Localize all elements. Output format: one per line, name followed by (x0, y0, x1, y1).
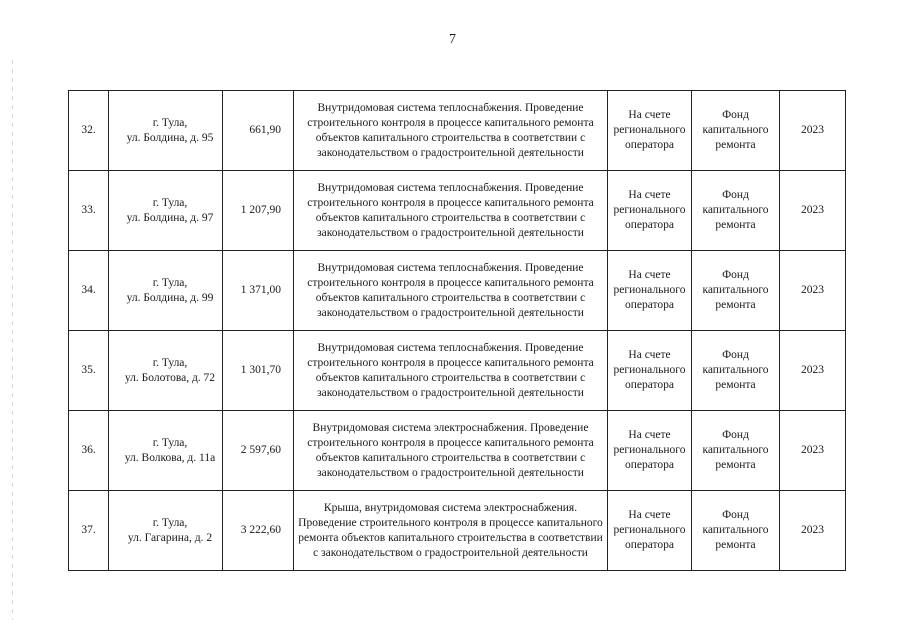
area-value: 1 207,90 (240, 204, 281, 216)
year-value: 2023 (801, 444, 824, 456)
account-cell (608, 171, 692, 251)
fund-cell (692, 491, 780, 571)
table-row (69, 251, 846, 331)
row-number-cell (69, 491, 109, 571)
account-cell (608, 91, 692, 171)
area-cell (223, 251, 294, 331)
address-street: ул. Волкова, д. 11а (124, 451, 216, 464)
work-description: Внутридомовая система теплоснабжения. Проведение строительного контроля в процессе капитального ремонта объектов капитального строительства в соответствии с законодательством о градостроительной деятельности (307, 341, 594, 399)
area-cell (223, 491, 294, 571)
fund-text: Фонд капитального ремонта (702, 189, 769, 231)
address-street: ул. Гагарина, д. 2 (127, 531, 213, 544)
fund-cell (692, 331, 780, 411)
address-cell (109, 91, 223, 171)
row-number-cell (69, 171, 109, 251)
account-text: На счете регионального оператора (613, 269, 686, 311)
table-body (69, 91, 846, 571)
row-number: 35. (81, 364, 96, 376)
area-value: 1 371,00 (240, 284, 281, 296)
work-description: Внутридомовая система теплоснабжения. Проведение строительного контроля в процессе капитального ремонта объектов капитального строительства в соответствии с законодательством о градостроительной деятельности (307, 181, 594, 239)
fund-text: Фонд капитального ремонта (702, 269, 769, 311)
year-cell (780, 491, 846, 571)
area-cell (223, 91, 294, 171)
work-description: Внутридомовая система теплоснабжения. Проведение строительного контроля в процессе капитального ремонта объектов капитального строительства в соответствии с законодательством о градостроительной деятельности (307, 261, 594, 319)
address-city: г. Тула, (152, 516, 188, 529)
table-row (69, 331, 846, 411)
table-row (69, 91, 846, 171)
row-number-cell (69, 91, 109, 171)
account-cell (608, 251, 692, 331)
year-cell (780, 411, 846, 491)
repair-plan-table (68, 90, 846, 571)
fund-text: Фонд капитального ремонта (702, 429, 769, 471)
row-number: 34. (81, 284, 96, 296)
fund-text: Фонд капитального ремонта (702, 509, 769, 551)
work-description-cell (294, 91, 608, 171)
work-description: Внутридомовая система теплоснабжения. Проведение строительного контроля в процессе капитального ремонта объектов капитального строительства в соответствии с законодательством о градостроительной деятельности (307, 101, 594, 159)
address-city: г. Тула, (152, 196, 188, 209)
work-description-cell (294, 251, 608, 331)
row-number: 33. (81, 204, 96, 216)
address-street: ул. Болотова, д. 72 (124, 371, 216, 384)
account-cell (608, 491, 692, 571)
row-number: 36. (81, 444, 96, 456)
table-row (69, 491, 846, 571)
area-value: 3 222,60 (240, 524, 281, 536)
scan-margin-dots (12, 60, 13, 620)
area-cell (223, 411, 294, 491)
row-number-cell (69, 331, 109, 411)
year-value: 2023 (801, 124, 824, 136)
year-cell (780, 91, 846, 171)
account-text: На счете регионального оператора (613, 509, 686, 551)
row-number-cell (69, 411, 109, 491)
row-number: 37. (81, 524, 96, 536)
address-city: г. Тула, (152, 356, 188, 369)
table-row (69, 411, 846, 491)
address-cell (109, 491, 223, 571)
row-number: 32. (81, 124, 96, 136)
page-number: 7 (449, 32, 456, 47)
address-city: г. Тула, (152, 276, 188, 289)
address-city: г. Тула, (152, 436, 188, 449)
table-row (69, 171, 846, 251)
address-street: ул. Болдина, д. 99 (126, 291, 214, 304)
fund-text: Фонд капитального ремонта (702, 109, 769, 151)
work-description-cell (294, 331, 608, 411)
fund-cell (692, 91, 780, 171)
address-cell (109, 251, 223, 331)
account-cell (608, 411, 692, 491)
account-text: На счете регионального оператора (613, 189, 686, 231)
row-number-cell (69, 251, 109, 331)
address-cell (109, 411, 223, 491)
fund-cell (692, 411, 780, 491)
account-text: На счете регионального оператора (613, 349, 686, 391)
address-street: ул. Болдина, д. 95 (126, 131, 214, 144)
year-cell (780, 251, 846, 331)
year-value: 2023 (801, 524, 824, 536)
area-value: 2 597,60 (240, 444, 281, 456)
work-description-cell (294, 491, 608, 571)
area-value: 661,90 (249, 124, 281, 136)
work-description: Крыша, внутридомовая система электроснабжения. Проведение строительного контроля в процессе капитального ремонта объектов капитального строительства в соответствии с законодательством о градостроительной деятельности (298, 501, 603, 559)
address-cell (109, 331, 223, 411)
account-cell (608, 331, 692, 411)
address-cell (109, 171, 223, 251)
account-text: На счете регионального оператора (613, 429, 686, 471)
work-description-cell (294, 171, 608, 251)
fund-text: Фонд капитального ремонта (702, 349, 769, 391)
address-city: г. Тула, (152, 116, 188, 129)
year-value: 2023 (801, 204, 824, 216)
year-value: 2023 (801, 284, 824, 296)
address-street: ул. Болдина, д. 97 (126, 211, 214, 224)
fund-cell (692, 171, 780, 251)
area-cell (223, 171, 294, 251)
fund-cell (692, 251, 780, 331)
year-cell (780, 171, 846, 251)
account-text: На счете регионального оператора (613, 109, 686, 151)
year-value: 2023 (801, 364, 824, 376)
year-cell (780, 331, 846, 411)
area-cell (223, 331, 294, 411)
area-value: 1 301,70 (240, 364, 281, 376)
work-description-cell (294, 411, 608, 491)
work-description: Внутридомовая система электроснабжения. Проведение строительного контроля в процессе капитального ремонта объектов капитального строительства в соответствии с законодательством о градостроительной деятельности (307, 421, 594, 479)
